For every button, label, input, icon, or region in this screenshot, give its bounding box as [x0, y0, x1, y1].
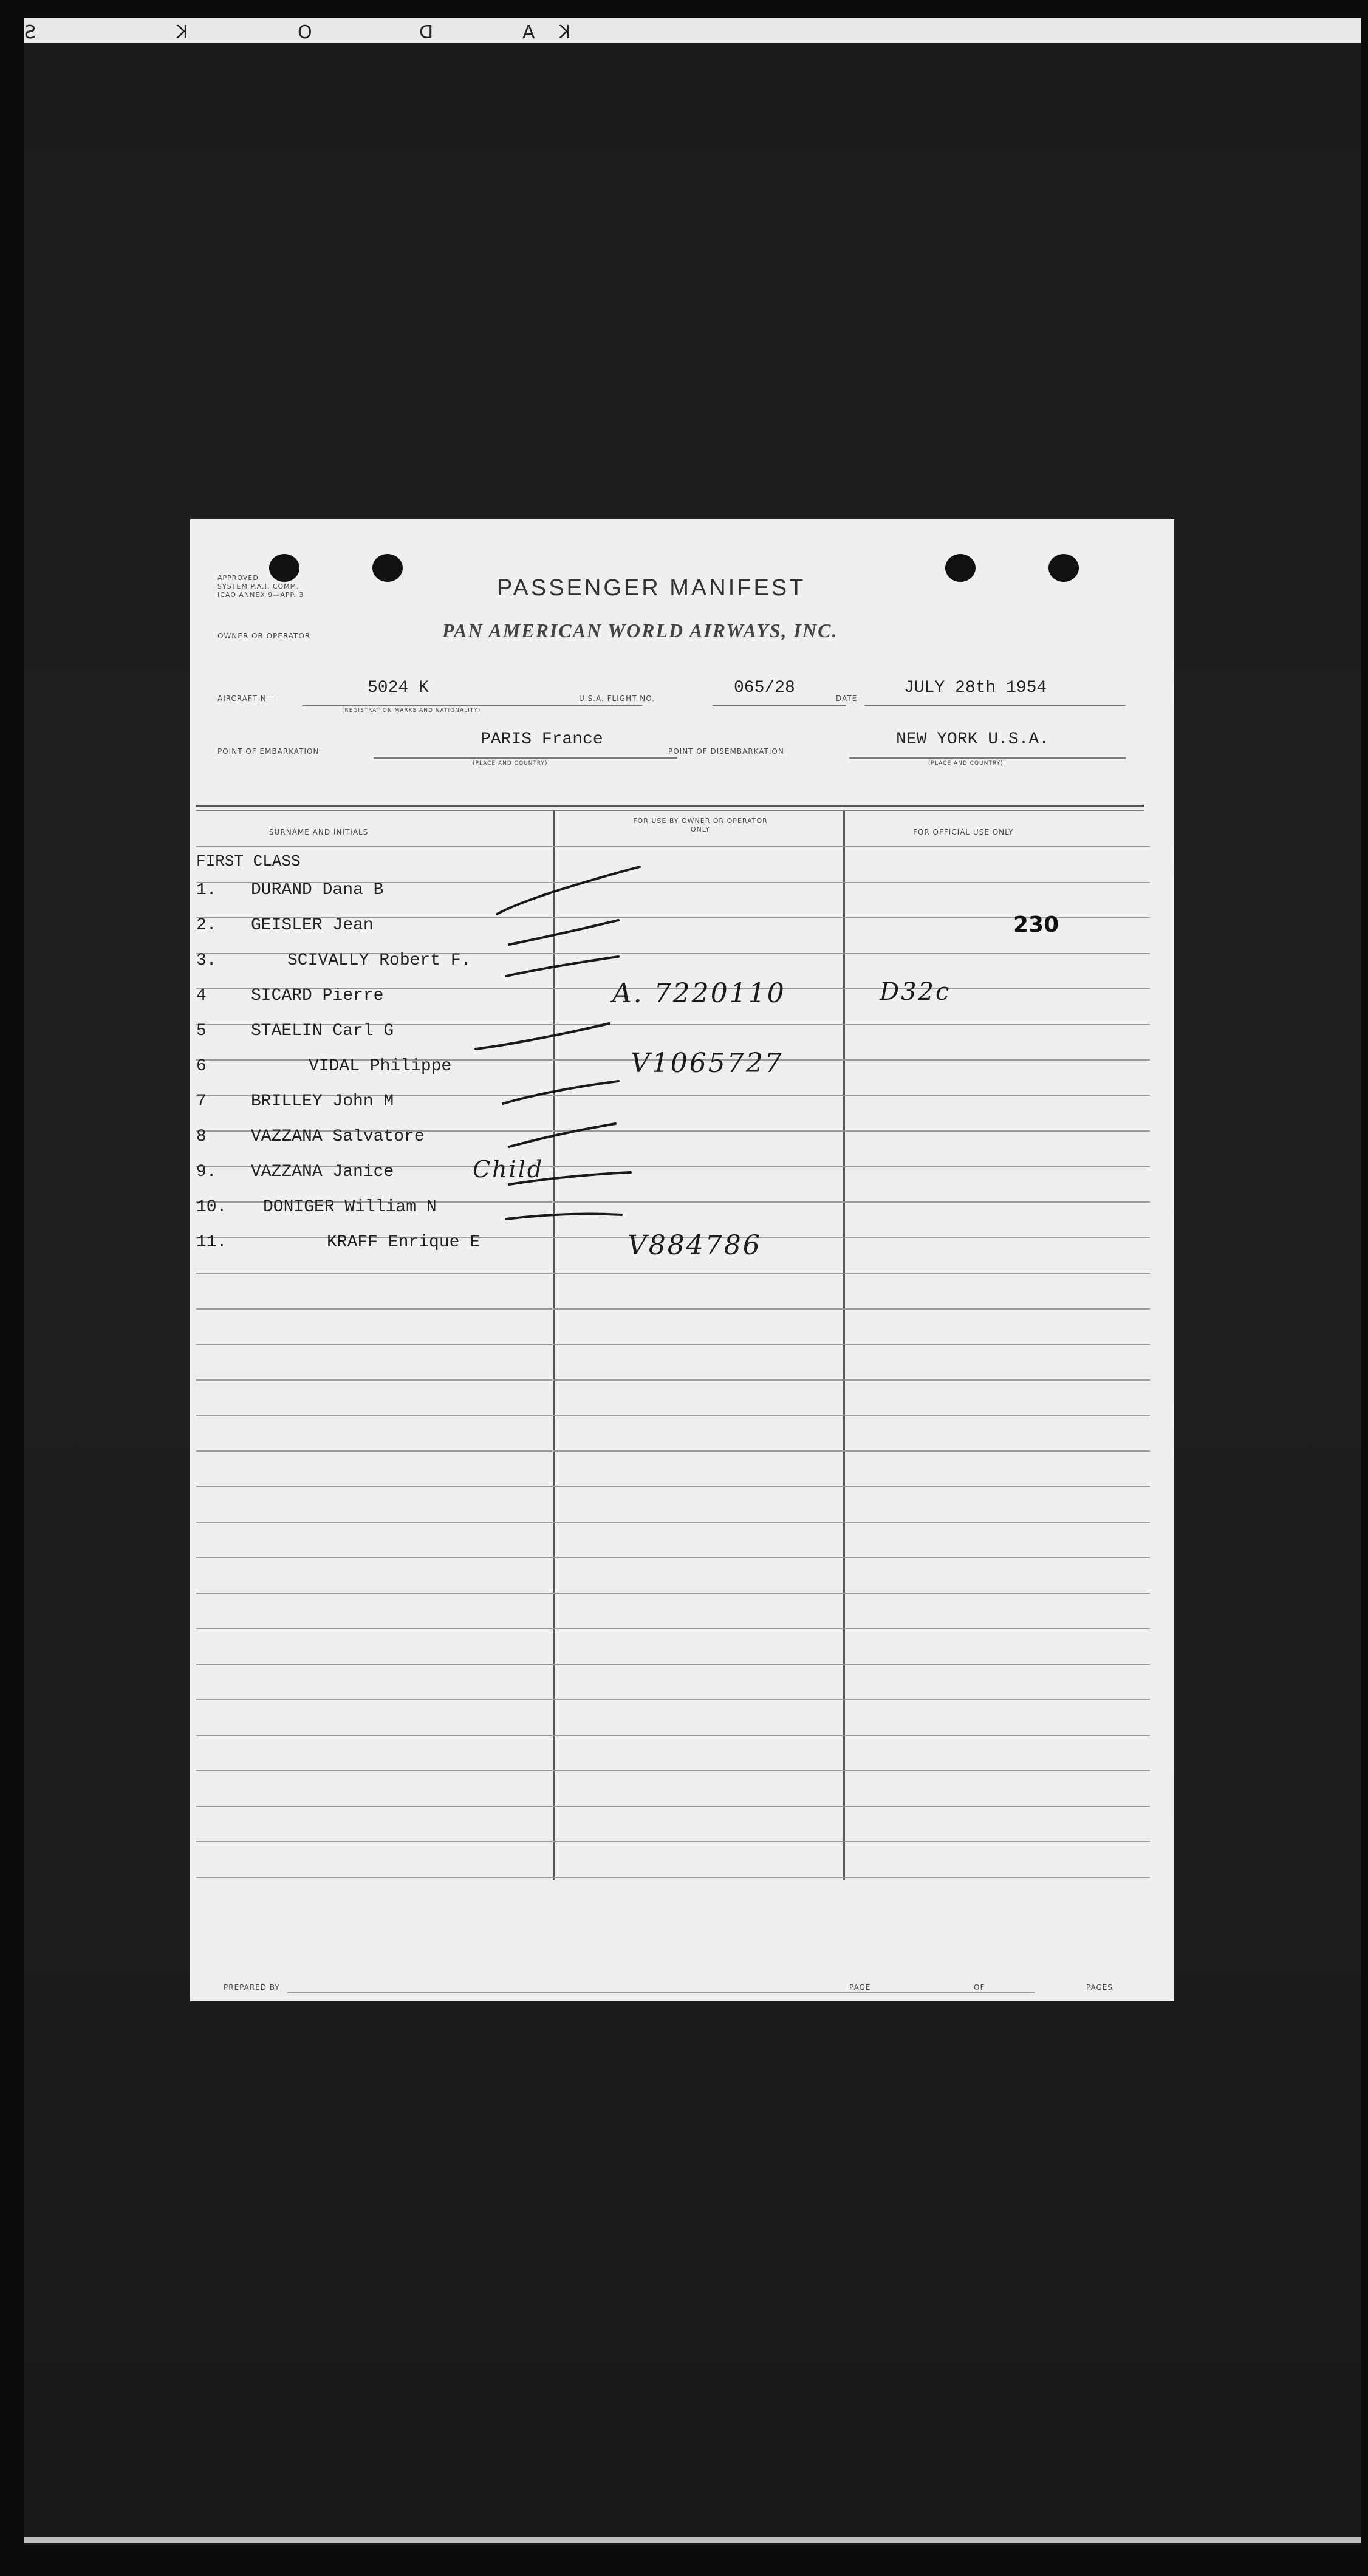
- owner-label: OWNER OR OPERATOR: [217, 632, 311, 640]
- ruled-line: [196, 1841, 1150, 1842]
- passenger-number: 7: [196, 1092, 207, 1111]
- passenger-name: KRAFF Enrique E: [327, 1233, 481, 1252]
- check-mark: [476, 1023, 609, 1049]
- approval-line: ICAO ANNEX 9—APP. 3: [217, 591, 304, 599]
- passenger-name: VIDAL Philippe: [309, 1057, 452, 1076]
- date-value: JULY 28th 1954: [904, 678, 1047, 697]
- ruled-line: [196, 1664, 1150, 1665]
- official-number: 230: [1013, 912, 1059, 937]
- ruled-line: [196, 1344, 1150, 1345]
- ruled-line: [196, 1806, 1150, 1807]
- film-edge-letter: D: [419, 22, 434, 43]
- handwritten-note: Child: [473, 1156, 544, 1183]
- handwritten-note: A. 7220110: [612, 978, 786, 1009]
- passenger-number: 2.: [196, 916, 217, 935]
- ruled-line: [196, 1770, 1150, 1771]
- embarkation-value: PARIS France: [481, 730, 603, 749]
- passenger-number: 11.: [196, 1233, 227, 1252]
- film-edge-letter: O: [298, 22, 312, 43]
- ruled-line: [196, 1699, 1150, 1700]
- passenger-name: GEISLER Jean: [251, 916, 374, 935]
- passenger-number: 10.: [196, 1198, 227, 1217]
- aircraft-value: 5024 K: [368, 678, 429, 697]
- flight-value: 065/28: [734, 678, 795, 697]
- ruled-line: [196, 1415, 1150, 1416]
- aircraft-label: AIRCRAFT N—: [217, 694, 275, 703]
- film-edge-letter: S: [24, 22, 36, 43]
- footer-page: PAGE: [849, 1983, 871, 1992]
- check-mark: [506, 957, 618, 976]
- handwritten-note: V884786: [628, 1230, 762, 1261]
- check-mark: [503, 1081, 618, 1104]
- check-mark: [506, 1214, 621, 1219]
- ruled-line: [196, 1877, 1150, 1878]
- passenger-name: STAELIN Carl G: [251, 1022, 394, 1040]
- ruled-line: [196, 1557, 1150, 1558]
- check-mark: [509, 1124, 615, 1147]
- disembarkation-caption: (PLACE AND COUNTRY): [928, 760, 1004, 767]
- ruled-line: [196, 1735, 1150, 1736]
- footer-underline: [287, 1992, 1035, 1993]
- passenger-number: 1.: [196, 881, 217, 900]
- passenger-number: 6: [196, 1057, 207, 1076]
- date-label: DATE: [836, 694, 858, 703]
- disembarkation-value: NEW YORK U.S.A.: [896, 730, 1050, 749]
- embarkation-label: POINT OF EMBARKATION: [217, 747, 320, 756]
- airline-name: PAN AMERICAN WORLD AIRWAYS, INC.: [442, 620, 838, 641]
- check-marks: [190, 519, 1174, 1309]
- disembarkation-label: POINT OF DISEMBARKATION: [668, 747, 784, 756]
- footer-of: OF: [974, 1983, 985, 1992]
- film-edge-letter: K: [176, 22, 188, 43]
- ruled-line: [196, 1628, 1150, 1629]
- check-mark: [509, 1172, 631, 1184]
- ruled-line: [196, 1450, 1150, 1452]
- passenger-number: 8: [196, 1127, 207, 1146]
- film-edge-letter: A: [522, 22, 535, 43]
- section-label: FIRST CLASS: [196, 852, 301, 870]
- ruled-line: [196, 1593, 1150, 1594]
- film-edge-letter: K: [559, 22, 571, 43]
- passenger-name: DONIGER William N: [263, 1198, 437, 1217]
- passenger-name: DURAND Dana B: [251, 881, 384, 900]
- passenger-name: SCIVALLY Robert F.: [287, 951, 471, 970]
- approval-line: SYSTEM P.A.I. COMM.: [217, 583, 299, 590]
- film-edge-text: [24, 22, 1361, 46]
- passenger-number: 9.: [196, 1163, 217, 1181]
- ruled-line: [196, 1379, 1150, 1381]
- check-mark: [497, 867, 640, 914]
- form-title: PASSENGER MANIFEST: [497, 575, 806, 601]
- passenger-name: SICARD Pierre: [251, 986, 384, 1005]
- ruled-line: [196, 1522, 1150, 1523]
- handwritten-note: V1065727: [631, 1048, 784, 1079]
- passenger-number: 5: [196, 1022, 207, 1040]
- approval-line: APPROVED: [217, 574, 259, 582]
- film-bottom-strip: [24, 2537, 1361, 2543]
- usa-flight-label: U.S.A. FLIGHT NO.: [579, 694, 655, 703]
- ruled-line: [196, 1486, 1150, 1487]
- col-header-surname: SURNAME AND INITIALS: [269, 828, 369, 836]
- passenger-number: 3.: [196, 951, 217, 970]
- col-header-official: FOR OFFICIAL USE ONLY: [913, 828, 1014, 836]
- check-mark: [509, 920, 618, 945]
- handwritten-official: D32c: [880, 978, 951, 1006]
- footer-pages: PAGES: [1086, 1983, 1113, 1992]
- passenger-name: BRILLEY John M: [251, 1092, 394, 1111]
- passenger-name: VAZZANA Salvatore: [251, 1127, 425, 1146]
- passenger-name: VAZZANA Janice: [251, 1163, 394, 1181]
- registration-caption: (REGISTRATION MARKS AND NATIONALITY): [342, 708, 481, 714]
- embarkation-caption: (PLACE AND COUNTRY): [473, 760, 548, 767]
- col-header-owner: FOR USE BY OWNER OR OPERATOR ONLY: [633, 817, 768, 833]
- footer-prepared: PREPARED BY: [224, 1983, 280, 1992]
- manifest-sheet: [190, 519, 1174, 2001]
- passenger-number: 4: [196, 986, 207, 1005]
